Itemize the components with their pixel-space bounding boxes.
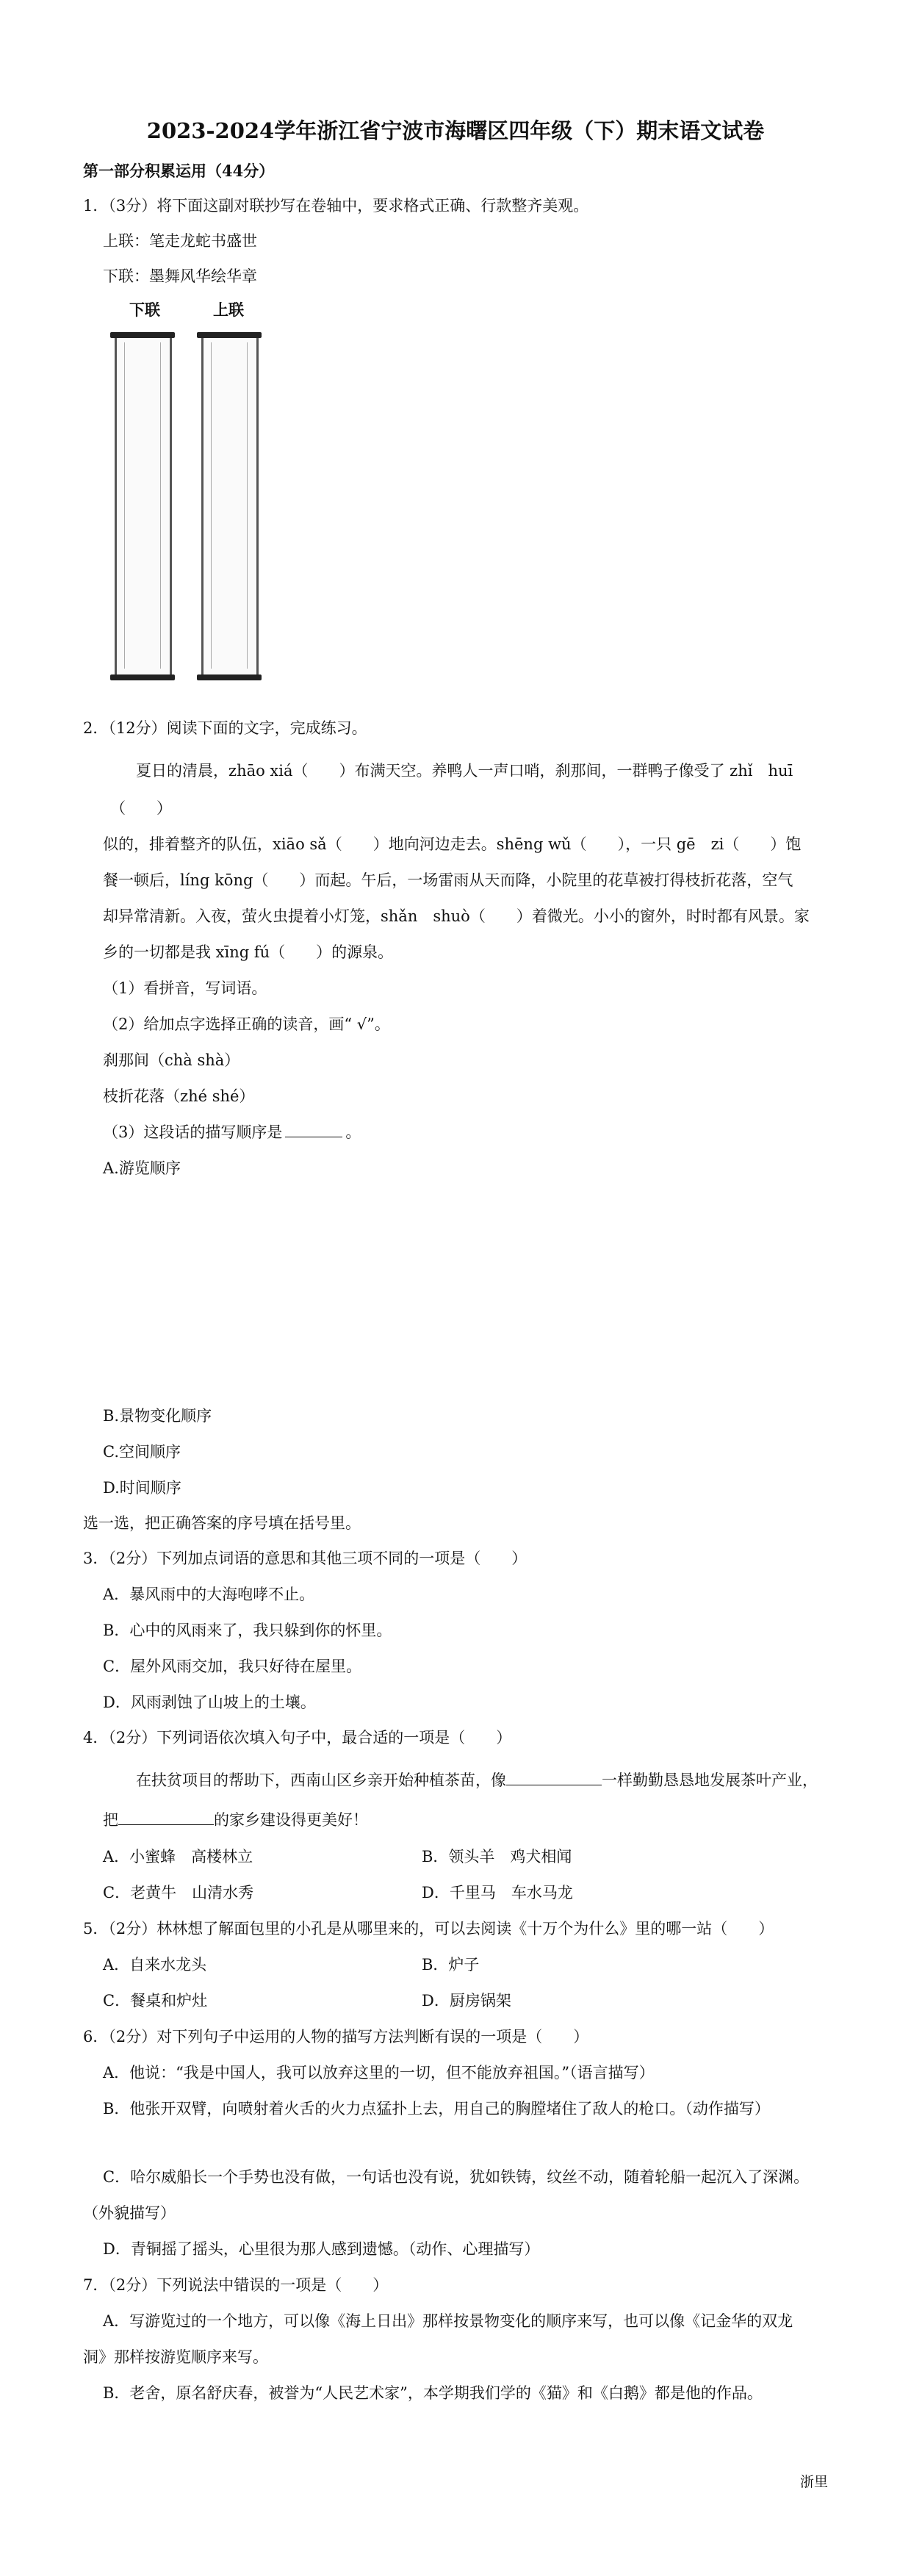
answer-blank[interactable]: [506, 1770, 602, 1785]
page-title: 2023-2024学年浙江省宁波市海曙区四年级（下）期末语文试卷: [146, 118, 765, 143]
q4-option-d: D．千里马 车水马龙: [422, 1884, 573, 1902]
q3-option-d: D．风雨剥蚀了山坡上的土壤。: [103, 1694, 316, 1711]
q3-option-c: C．屋外风雨交加，我只好待在屋里。: [103, 1658, 362, 1675]
q2-stem: 2．（12分）阅读下面的文字，完成练习。: [83, 719, 367, 737]
scroll-upper: [197, 332, 262, 680]
q2-passage-line4: 餐一顿后，líng kōng（ ）而起。午后，一场雷雨从天而降，小院里的花草被打得枝折花落，空气: [103, 871, 793, 889]
q2-sub2: （2）给加点字选择正确的读音，画“ √”。: [103, 1015, 390, 1033]
q4-option-a: A．小蜜蜂 高楼林立: [103, 1848, 253, 1866]
page-footer: 浙里: [799, 2474, 828, 2490]
q4-sentence-part1: 在扶贫项目的帮助下，西南山区乡亲开始种植茶苗，像: [136, 1771, 506, 1789]
q2-sub3: [103, 1121, 361, 1143]
q1-upper-couplet: 上联：笔走龙蛇书盛世: [103, 232, 257, 250]
scroll-lower: [110, 332, 175, 680]
scroll-label-lower: 下联: [129, 301, 160, 319]
q7-option-b: B．老舍，原名舒庆春，被誉为“人民艺术家”，本学期我们学的《猫》和《白鹅》都是他的作品。: [103, 2384, 763, 2402]
q2-option-d: D.时间顺序: [103, 1479, 181, 1497]
q5-option-c: C．餐桌和炉灶: [103, 1992, 208, 2010]
q2-sub3-end: 。: [345, 1123, 361, 1141]
q4-sentence-part4: 的家乡建设得更美好！: [214, 1811, 368, 1829]
q4-option-b: B．领头羊 鸡犬相闻: [422, 1848, 572, 1866]
q6-option-c-line2: （外貌描写）: [83, 2204, 176, 2222]
q4-sentence-part2: 一样勤勤恳恳地发展茶叶产业，: [602, 1771, 818, 1789]
q3-option-b: B．心中的风雨来了，我只躲到你的怀里。: [103, 1622, 392, 1639]
q4-sentence-line2: [103, 1809, 368, 1831]
q1-lower-couplet: 下联：墨舞风华绘华章: [103, 267, 257, 285]
q2-sub3-text: （3）这段话的描写顺序是: [103, 1123, 283, 1141]
q5-option-a: A．自来水龙头: [103, 1956, 207, 1974]
q1-stem: 1．（3分）将下面这副对联抄写在卷轴中，要求格式正确、行款整齐美观。: [83, 197, 589, 215]
q6-option-b: B．他张开双臂，向喷射着火舌的火力点猛扑上去，用自己的胸膛堵住了敌人的枪口。（动作描写）: [103, 2100, 770, 2118]
q2-instruction: 选一选，把正确答案的序号填在括号里。: [83, 1514, 361, 1532]
q2-option-c: C.空间顺序: [103, 1443, 181, 1461]
q7-option-a-line1: A．写游览过的一个地方，可以像《海上日出》那样按景物变化的顺序来写，也可以像《记金华的双龙: [103, 2312, 793, 2330]
q3-stem: 3．（2分）下列加点词语的意思和其他三项不同的一项是（ ）: [83, 1550, 527, 1567]
q7-option-a-line2: 洞》那样按游览顺序来写。: [83, 2348, 268, 2366]
q2-option-b: B.景物变化顺序: [103, 1407, 212, 1425]
q2-passage-line3: 似的，排着整齐的队伍，xiāo sǎ（ ）地向河边走去。shēng wǔ（ ），一只 gē zi（ ）饱: [103, 835, 802, 853]
couplet-scrolls-figure: [110, 298, 279, 688]
q6-stem: 6．（2分）对下列句子中运用的人物的描写方法判断有误的一项是（ ）: [83, 2028, 589, 2046]
q2-sub1: （1）看拼音，写词语。: [103, 979, 267, 997]
section-heading: 第一部分积累运用（44分）: [83, 162, 275, 180]
q4-stem: 4．（2分）下列词语依次填入句子中，最合适的一项是（ ）: [83, 1729, 512, 1746]
q2-passage-line1: 夏日的清晨，zhāo xiá（ ）布满天空。养鸭人一声口哨，刹那间，一群鸭子像受了 zhǐ huī: [136, 762, 793, 780]
q2-sub2-item1: 刹那间（chà shà）: [103, 1051, 240, 1069]
q4-sentence-line1: [136, 1769, 818, 1791]
q2-option-a: A.游览顺序: [103, 1159, 181, 1177]
scroll-label-upper: 上联: [213, 301, 244, 319]
q5-stem: 5．（2分）林林想了解面包里的小孔是从哪里来的，可以去阅读《十万个为什么》里的哪一站（ ）: [83, 1920, 774, 1938]
q4-sentence-part3: 把: [103, 1811, 118, 1829]
q2-passage-line5: 却异常清新。入夜，萤火虫提着小灯笼，shǎn shuò（ ）着微光。小小的窗外，时时都有风景。家: [103, 907, 810, 925]
q2-sub2-item2: 枝折花落（zhé shé）: [103, 1087, 255, 1105]
answer-blank[interactable]: [118, 1810, 214, 1825]
q5-option-b: B．炉子: [422, 1956, 480, 1974]
q6-option-d: D．青铜摇了摇头，心里很为那人感到遗憾。（动作、心理描写）: [103, 2240, 540, 2258]
q2-passage-line2: （ ）: [110, 799, 172, 817]
q6-option-c-line1: C．哈尔威船长一个手势也没有做，一句话也没有说，犹如铁铸，纹丝不动，随着轮船一起沉入了深渊。: [103, 2168, 810, 2186]
q2-passage-line6: 乡的一切都是我 xīng fú（ ）的源泉。: [103, 943, 394, 961]
q5-option-d: D．厨房锅架: [422, 1992, 511, 2010]
q4-option-c: C．老黄牛 山清水秀: [103, 1884, 254, 1902]
q3-option-a: A．暴风雨中的大海咆哮不止。: [103, 1586, 315, 1603]
answer-blank[interactable]: [285, 1122, 342, 1137]
q6-option-a: A．他说：“我是中国人，我可以放弃这里的一切，但不能放弃祖国。”（语言描写）: [103, 2064, 655, 2082]
q7-stem: 7．（2分）下列说法中错误的一项是（ ）: [83, 2276, 389, 2294]
